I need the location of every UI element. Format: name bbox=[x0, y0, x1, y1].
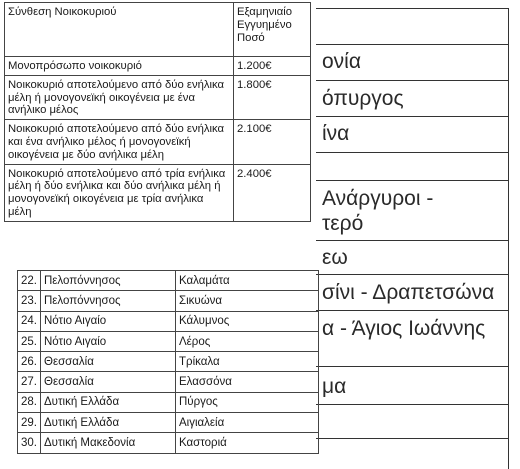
amount-cell: 2.100€ bbox=[234, 120, 311, 164]
composition-header: Σύνθεση Νοικοκυριού bbox=[5, 3, 234, 57]
table-row bbox=[18, 311, 319, 331]
bg-text: α - Άγιος Ιωάννης bbox=[322, 317, 486, 340]
composition-cell: Νοικοκυριό αποτελούμενο από δύο ενήλικα και ένα ανήλικο μέλος ή μονογονεϊκή οικογένεια με δύο ανήλικα μέλη bbox=[5, 120, 234, 164]
bg-text: εω bbox=[322, 246, 348, 269]
row-number: 29. bbox=[18, 413, 41, 433]
region-cell: Δυτική Ελλάδα bbox=[41, 392, 176, 412]
bg-text: σίνι - Δραπετσώνα bbox=[322, 281, 495, 304]
table-row bbox=[5, 75, 311, 119]
bg-text: Ανάργυροι - bbox=[322, 187, 434, 210]
city-cell: Αιγιαλεία bbox=[176, 413, 319, 433]
bg-row bbox=[316, 80, 509, 117]
bg-row bbox=[316, 404, 509, 439]
table-row bbox=[18, 331, 319, 351]
city-cell: Τρίκαλα bbox=[176, 352, 319, 372]
city-cell: Πύργος bbox=[176, 392, 319, 412]
region-cell: Νότιο Αιγαίο bbox=[41, 331, 176, 351]
bg-row bbox=[316, 274, 509, 311]
municipalities-table bbox=[17, 270, 319, 454]
bg-text: μα bbox=[322, 375, 347, 398]
amount-header: Εξαμηνιαίο Εγγυημένο Ποσό bbox=[234, 3, 311, 57]
city-cell: Καλαμάτα bbox=[176, 271, 319, 291]
amount-cell: 2.400€ bbox=[234, 164, 311, 221]
table-row bbox=[18, 413, 319, 433]
row-number: 23. bbox=[18, 291, 41, 311]
table-row bbox=[18, 271, 319, 291]
region-cell: Νότιο Αιγαίο bbox=[41, 311, 176, 331]
guaranteed-income-table bbox=[4, 2, 311, 222]
bg-row bbox=[316, 310, 509, 367]
bg-row bbox=[316, 240, 509, 275]
table-row bbox=[18, 372, 319, 392]
bg-text: όπυργος bbox=[322, 87, 404, 110]
city-cell: Σικυώνα bbox=[176, 291, 319, 311]
table-row bbox=[5, 120, 311, 164]
region-cell: Θεσσαλία bbox=[41, 352, 176, 372]
row-number: 26. bbox=[18, 352, 41, 372]
composition-cell: Μονοπρόσωπο νοικοκυριό bbox=[5, 57, 234, 76]
bg-row bbox=[316, 438, 509, 469]
row-number: 28. bbox=[18, 392, 41, 412]
bg-text: ίνα bbox=[322, 122, 350, 145]
city-cell: Λέρος bbox=[176, 331, 319, 351]
bg-row bbox=[316, 366, 509, 405]
bg-text: ονία bbox=[322, 50, 361, 73]
city-cell: Κάλυμνος bbox=[176, 311, 319, 331]
background-table bbox=[316, 0, 510, 464]
bg-row bbox=[316, 180, 509, 241]
row-number: 22. bbox=[18, 271, 41, 291]
table-row bbox=[18, 433, 319, 453]
bg-row bbox=[316, 44, 509, 81]
region-cell: Θεσσαλία bbox=[41, 372, 176, 392]
row-number: 30. bbox=[18, 433, 41, 453]
row-number: 25. bbox=[18, 331, 41, 351]
region-cell: Πελοπόννησος bbox=[41, 291, 176, 311]
bg-text: τερό bbox=[322, 212, 364, 235]
region-cell: Δυτική Μακεδονία bbox=[41, 433, 176, 453]
composition-cell: Νοικοκυριό αποτελούμενο από δύο ενήλικα μέλη ή μονογονεϊκή οικογένεια με ένα ανήλικο μέλος bbox=[5, 75, 234, 119]
region-cell: Πελοπόννησος bbox=[41, 271, 176, 291]
table-header-row bbox=[5, 3, 311, 57]
row-number: 24. bbox=[18, 311, 41, 331]
city-cell: Καστοριά bbox=[176, 433, 319, 453]
city-cell: Ελασσόνα bbox=[176, 372, 319, 392]
bg-row bbox=[316, 116, 509, 153]
table-row bbox=[18, 291, 319, 311]
amount-cell: 1.800€ bbox=[234, 75, 311, 119]
table-row bbox=[18, 392, 319, 412]
table-row bbox=[18, 352, 319, 372]
bg-row bbox=[316, 152, 509, 181]
bg-row bbox=[316, 8, 509, 45]
table-row bbox=[5, 164, 311, 221]
amount-cell: 1.200€ bbox=[234, 57, 311, 76]
row-number: 27. bbox=[18, 372, 41, 392]
composition-cell: Νοικοκυριό αποτελούμενο από τρία ενήλικα μέλη ή δύο ενήλικα και δύο ανήλικα μέλη ή μονογονεϊκή οικογένεια με τρία ανήλικα μέλη bbox=[5, 164, 234, 221]
region-cell: Δυτική Ελλάδα bbox=[41, 413, 176, 433]
table-row bbox=[5, 57, 311, 76]
